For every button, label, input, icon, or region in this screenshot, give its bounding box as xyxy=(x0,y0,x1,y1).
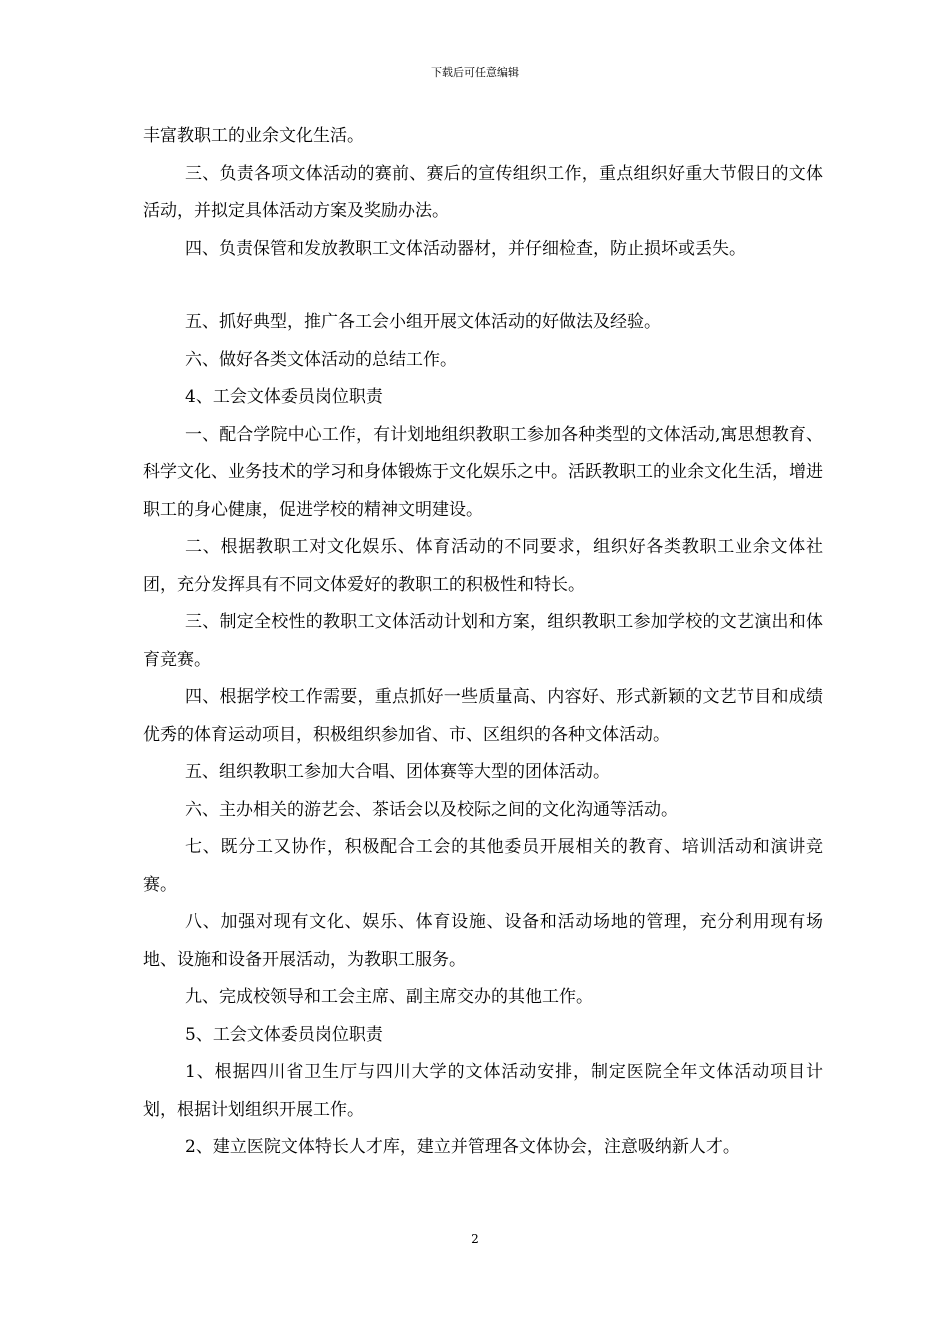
paragraph: 九、完成校领导和工会主席、副主席交办的其他工作。 xyxy=(185,987,593,1007)
paragraph: 丰富教职工的业余文化生活。 xyxy=(143,126,364,146)
paragraph: 八、加强对现有文化、娱乐、体育设施、设备和活动场地的管理，充分利用现有场地、设施和设备开展活动，为教职工服务。 xyxy=(143,912,823,970)
paragraph: 五、组织教职工参加大合唱、团体赛等大型的团体活动。 xyxy=(185,762,610,782)
section-heading: 4、工会文体委员岗位职责 xyxy=(185,387,383,407)
paragraph: 四、负责保管和发放教职工文体活动器材，并仔细检查，防止损坏或丢失。 xyxy=(185,238,746,259)
paragraph: 四、根据学校工作需要，重点抓好一些质量高、内容好、形式新颖的文艺节目和成绩优秀的体育运动项目，积极组织参加省、市、区组织的各种文体活动。 xyxy=(143,687,823,745)
blank-line xyxy=(143,268,823,304)
paragraph: 1、根据四川省卫生厅与四川大学的文体活动安排，制定医院全年文体活动项目计划，根据计划组织开展工作。 xyxy=(143,1062,823,1120)
paragraph: 六、主办相关的游艺会、茶话会以及校际之间的文化沟通等活动。 xyxy=(185,799,678,820)
page-header: 下载后可任意编辑 xyxy=(431,66,519,79)
page-number: 2 xyxy=(471,1232,479,1246)
paragraph: 六、做好各类文体活动的总结工作。 xyxy=(185,349,457,370)
paragraph: 二、根据教职工对文化娱乐、体育活动的不同要求，组织好各类教职工业余文体社团，充分发挥具有不同文体爱好的教职工的积极性和特长。 xyxy=(143,537,823,595)
section-heading: 5、工会文体委员岗位职责 xyxy=(185,1024,383,1045)
paragraph: 五、抓好典型，推广各工会小组开展文体活动的好做法及经验。 xyxy=(185,312,661,332)
paragraph: 一、配合学院中心工作，有计划地组织教职工参加各种类型的文体活动,寓思想教育、科学文化、业务技术的学习和身体锻炼于文化娱乐之中。活跃教职工的业余文化生活，增进职工的身心健康，促进学校的精神文明建设。 xyxy=(143,424,823,520)
paragraph: 七、既分工又协作，积极配合工会的其他委员开展相关的教育、培训活动和演讲竞赛。 xyxy=(143,837,823,895)
document-body xyxy=(143,118,823,1167)
paragraph: 2、建立医院文体特长人才库，建立并管理各文体协会，注意吸纳新人才。 xyxy=(185,1137,740,1157)
paragraph: 三、负责各项文体活动的赛前、赛后的宣传组织工作，重点组织好重大节假日的文体活动，并拟定具体活动方案及奖励办法。 xyxy=(143,163,823,221)
paragraph: 三、制定全校性的教职工文体活动计划和方案，组织教职工参加学校的文艺演出和体育竞赛。 xyxy=(143,612,823,670)
